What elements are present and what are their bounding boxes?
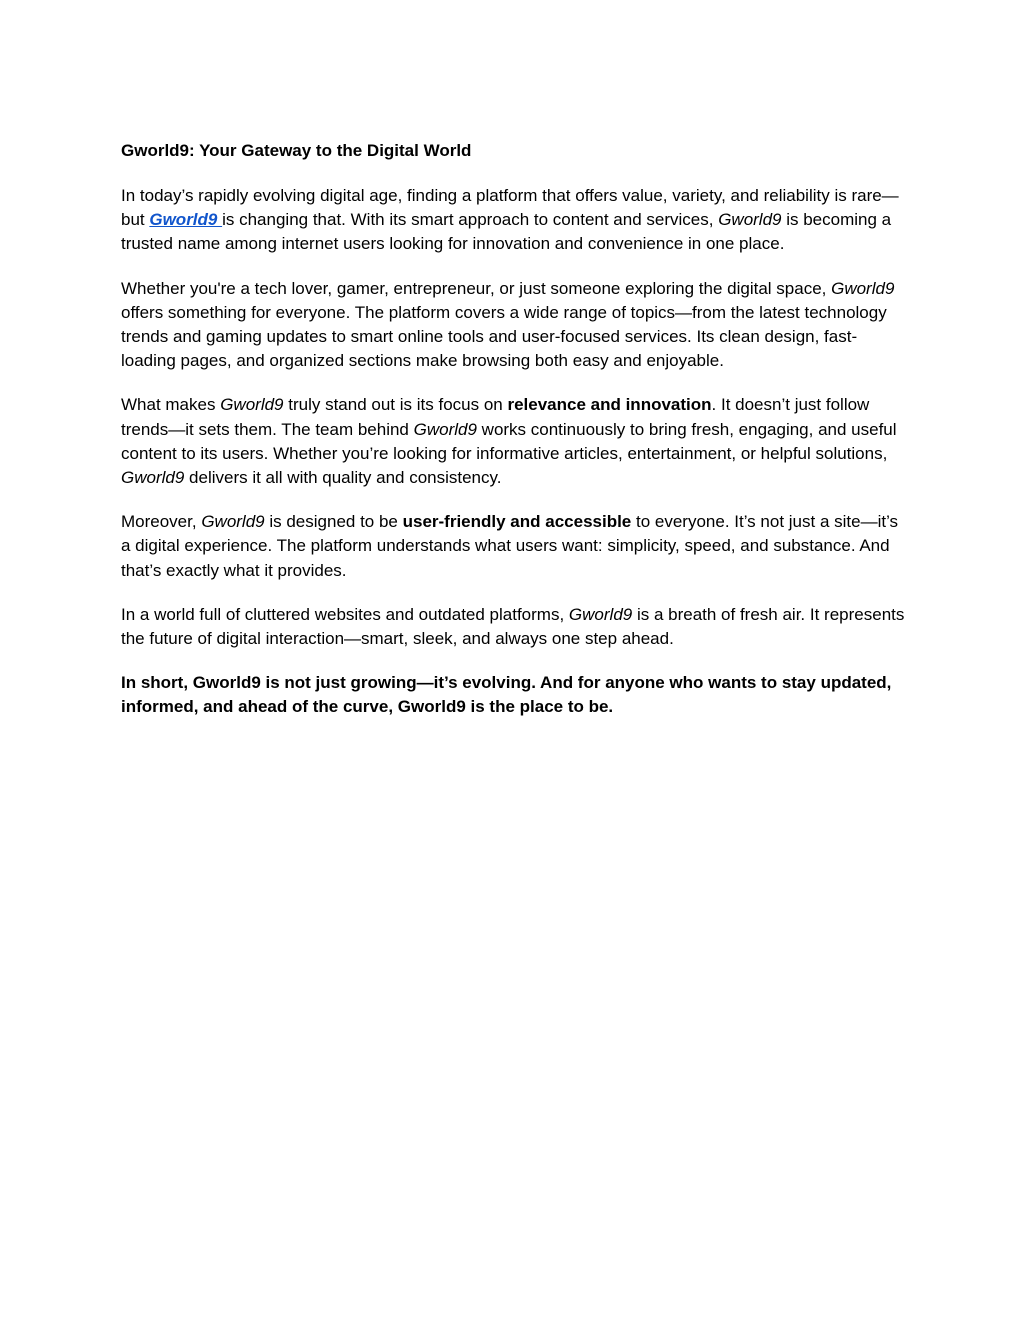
paragraph-text: is a breath of fresh air. It represents the future of digital interaction—smart, sleek, and always one step ahead.	[121, 604, 905, 649]
document-page	[121, 139, 911, 720]
gworld9-link[interactable]: Gworld9	[149, 210, 223, 230]
brand-name: Gworld9	[201, 512, 265, 532]
paragraph-text: offers something for everyone. The platform covers a wide range of topics—from the latest technology trends and gaming updates to smart online tools and user-focused services. Its clean design, fast-loading pages, and organized sections make browsing both easy and enjoyable.	[121, 302, 887, 371]
bold-phrase: user-friendly and accessible	[402, 512, 632, 532]
brand-name: Gworld9	[220, 395, 284, 415]
brand-name: Gworld9	[121, 468, 185, 488]
paragraph-text: Moreover,	[121, 512, 202, 532]
paragraph-text: In today’s rapidly evolving digital age, finding a platform that offers value, variety, and reliability is rare—but	[121, 186, 899, 230]
paragraph-text: is changing that. With its smart approach to content and services,	[222, 210, 719, 230]
paragraph-text: . It doesn’t just follow trends—it sets them. The team behind	[121, 395, 870, 439]
bold-phrase: relevance and innovation	[507, 395, 712, 415]
paragraph-text: truly stand out is its focus on	[283, 395, 508, 415]
paragraph-text: What makes	[121, 395, 221, 415]
paragraph-text: is becoming a trusted name among internet users looking for innovation and convenience in one place.	[121, 210, 892, 254]
paragraph-text: works continuously to bring fresh, engaging, and useful content to its users. Whether you’re looking for informative articles, entertainment, or helpful solutions,	[121, 419, 897, 463]
paragraph-future	[121, 603, 911, 651]
paragraph-text: In a world full of cluttered websites and outdated platforms,	[121, 604, 569, 624]
document-title: Gworld9: Your Gateway to the Digital World	[121, 141, 472, 160]
paragraph-usability	[121, 510, 911, 583]
brand-name: Gworld9	[831, 278, 895, 298]
paragraph-standout	[121, 393, 911, 490]
paragraph-text: is designed to be	[264, 512, 403, 532]
brand-name: Gworld9	[718, 210, 782, 230]
brand-name: Gworld9	[413, 419, 477, 439]
paragraph-text: Whether you're a tech lover, gamer, entrepreneur, or just someone exploring the digital space,	[121, 278, 832, 298]
paragraph-text: to everyone. It’s not just a site—it’s a digital experience. The platform understands what users want: simplicity, speed, and substance. And that’s exactly what it provides.	[121, 512, 899, 580]
closing-statement: In short, Gworld9 is not just growing—it’s evolving. And for anyone who wants to stay updated, informed, and ahead of the curve, Gworld9 is the place to be.	[121, 673, 892, 717]
brand-name: Gworld9	[568, 604, 633, 624]
paragraph-text: delivers it all with quality and consistency.	[184, 468, 502, 488]
paragraph-intro	[121, 184, 911, 257]
paragraph-audience	[121, 277, 911, 374]
